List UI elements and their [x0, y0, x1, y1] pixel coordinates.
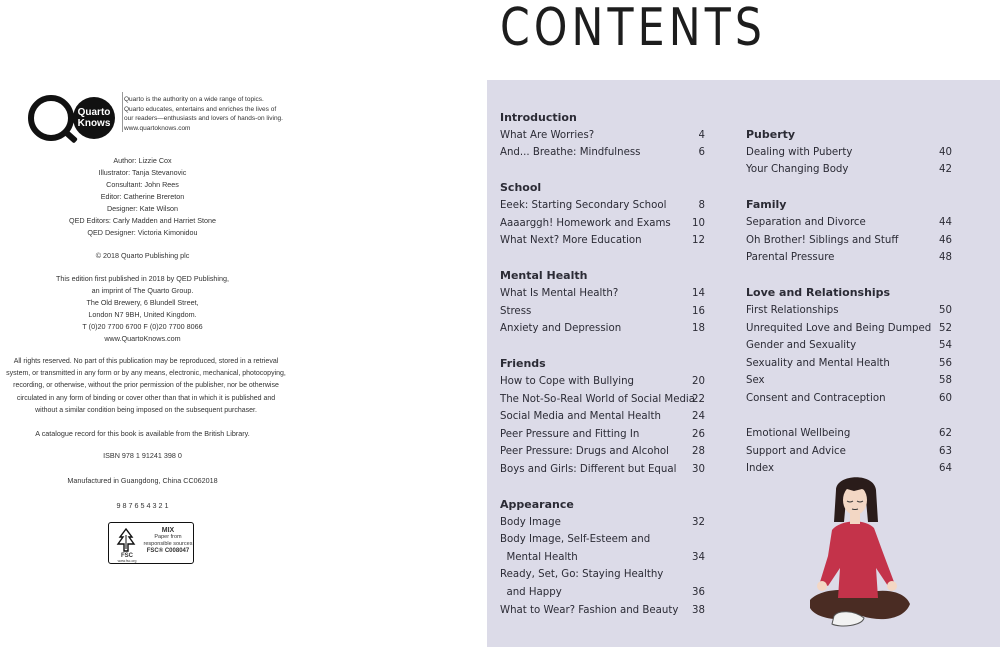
toc-entry[interactable]: Index 64	[746, 463, 952, 475]
rights-line: system, or transmitted in any form or by any means, electronic, mechanical, photocopying,	[6, 370, 286, 378]
tagline-url: www.quartoknows.com	[124, 124, 191, 132]
toc-entry[interactable]: Parental Pressure 48	[746, 252, 952, 264]
toc-entry[interactable]: Body Image 32	[500, 516, 705, 528]
toc-entry[interactable]: Sexuality and Mental Health 56	[746, 357, 952, 369]
tagline-line: Quarto is the authority on a wide range of topics.	[124, 96, 264, 103]
contents-column-right	[746, 126, 952, 478]
rights-line: without a similar condition being imposed on the subsequent purchaser.	[35, 406, 257, 414]
credit-line: Illustrator: Tanja Stevanovic	[98, 168, 187, 177]
toc-entry[interactable]: Eeek: Starting Secondary School 8	[500, 199, 705, 211]
toc-entry[interactable]: Body Image, Self-Esteem and	[500, 534, 651, 546]
section-heading: Appearance	[500, 498, 574, 512]
section-heading: School	[500, 181, 542, 195]
publisher-info	[0, 273, 285, 345]
publisher-line: This edition first published in 2018 by QED Publishing,	[56, 274, 229, 283]
credit-line: Consultant: John Rees	[106, 180, 179, 189]
logo-text-2: Knows	[77, 118, 111, 129]
fsc-label: FSC www.fsc.org	[113, 553, 141, 563]
fsc-url: www.fsc.org	[117, 559, 137, 563]
toc-entry[interactable]: Anxiety and Depression 18	[500, 323, 705, 335]
credit-line: Editor: Catherine Brereton	[100, 192, 185, 201]
section-heading: Love and Relationships	[746, 286, 891, 300]
logo-text-1: Quarto	[77, 107, 111, 118]
publisher-line: www.QuartoKnows.com	[104, 334, 181, 343]
copyright: © 2018 Quarto Publishing plc	[95, 251, 190, 260]
toc-entry[interactable]: How to Cope with Bullying 20	[500, 375, 705, 387]
toc-entry[interactable]: Peer Pressure: Drugs and Alcohol 28	[500, 446, 705, 458]
toc-entry[interactable]: What Is Mental Health? 14	[500, 287, 705, 299]
fsc-mix-text: MIX Paper from responsible sources FSC® C008047	[143, 527, 193, 554]
toc-entry[interactable]: Peer Pressure and Fitting In 26	[500, 428, 705, 440]
section-heading: Family	[746, 198, 787, 212]
section-heading: Friends	[500, 357, 546, 371]
publisher-line: The Old Brewery, 6 Blundell Street,	[86, 298, 199, 307]
rights-statement	[6, 356, 286, 417]
toc-entry[interactable]: Your Changing Body 42	[746, 164, 952, 176]
toc-entry[interactable]: What to Wear? Fashion and Beauty 38	[500, 604, 705, 616]
toc-entry[interactable]: Consent and Contraception 60	[746, 392, 952, 404]
rights-line: recording, or otherwise, without the prior permission of the publisher, nor be otherwise	[13, 382, 279, 390]
publisher-line: an imprint of The Quarto Group.	[91, 286, 194, 295]
publisher-line: London N7 9BH, United Kingdom.	[88, 310, 197, 319]
print-run: 9 8 7 6 5 4 3 2 1	[116, 501, 169, 510]
toc-entry[interactable]: Sex 58	[746, 375, 952, 387]
credit-line: Designer: Kate Wilson	[106, 204, 179, 213]
toc-entry[interactable]: The Not-So-Real World of Social Media 22	[500, 393, 705, 405]
rights-line: All rights reserved. No part of this publication may be reproduced, stored in a retrieval	[13, 358, 279, 365]
contents-column-left	[500, 109, 705, 619]
toc-entry[interactable]: Gender and Sexuality 54	[746, 340, 952, 352]
toc-entry[interactable]: Emotional Wellbeing 62	[746, 428, 952, 440]
fsc-tree-icon	[115, 527, 137, 553]
toc-entry[interactable]: Boys and Girls: Different but Equal 30	[500, 463, 705, 475]
toc-entry[interactable]: What Are Worries? 4	[500, 129, 705, 141]
toc-entry[interactable]: First Relationships 50	[746, 304, 952, 316]
toc-entry[interactable]: Dealing with Puberty 40	[746, 146, 952, 158]
toc-entry[interactable]: Unrequited Love and Being Dumped 52	[746, 322, 952, 334]
publisher-line: T (0)20 7700 6700 F (0)20 7700 8066	[82, 322, 203, 331]
contents-title: CONTENTS	[500, 0, 767, 58]
manufactured-note: Manufactured in Guangdong, China CC062018	[67, 476, 218, 485]
toc-entry[interactable]: Support and Advice 63	[746, 445, 952, 457]
q-letter-icon	[28, 95, 74, 141]
toc-entry[interactable]: and Happy 36	[500, 587, 705, 599]
section-heading: Introduction	[500, 111, 577, 124]
fsc-logo	[108, 522, 194, 564]
logo-divider	[122, 92, 123, 132]
catalogue-note: A catalogue record for this book is available from the British Library.	[35, 429, 250, 438]
tagline-line: Quarto educates, entertains and enriches the lives of	[124, 105, 277, 113]
toc-entry[interactable]: Aaaarggh! Homework and Exams 10	[500, 217, 705, 229]
toc-entry[interactable]: What Next? More Education 12	[500, 235, 705, 247]
toc-entry[interactable]: Social Media and Mental Health 24	[500, 411, 705, 423]
toc-entry[interactable]: Separation and Divorce 44	[746, 216, 952, 228]
credit-line: Author: Lizzie Cox	[113, 156, 172, 165]
section-heading: Mental Health	[500, 269, 588, 283]
section-heading: Puberty	[746, 128, 796, 141]
toc-entry[interactable]: Stress 16	[500, 305, 705, 317]
toc-entry[interactable]: Ready, Set, Go: Staying Healthy	[500, 569, 664, 581]
isbn: ISBN 978 1 91241 398 0	[103, 451, 182, 460]
toc-entry[interactable]: And... Breathe: Mindfulness 6	[500, 147, 705, 159]
quarto-tagline	[124, 95, 284, 133]
credit-line: QED Designer: Victoria Kimonidou	[87, 228, 198, 237]
toc-entry[interactable]: Mental Health 34	[500, 551, 705, 563]
quarto-knows-badge	[73, 97, 115, 139]
tagline-line: our readers—enthusiasts and lovers of hands-on living.	[124, 115, 283, 122]
rights-line: circulated in any form of binding or cover other than that in which it is published and	[16, 394, 276, 402]
credit-line: QED Editors: Carly Madden and Harriet Stone	[68, 216, 216, 225]
meditating-girl-illustration	[792, 470, 922, 640]
imprint-page	[0, 0, 285, 654]
credits-list	[0, 155, 285, 239]
toc-entry[interactable]: Oh Brother! Siblings and Stuff 46	[746, 234, 952, 246]
quarto-knows-logo	[28, 95, 123, 140]
